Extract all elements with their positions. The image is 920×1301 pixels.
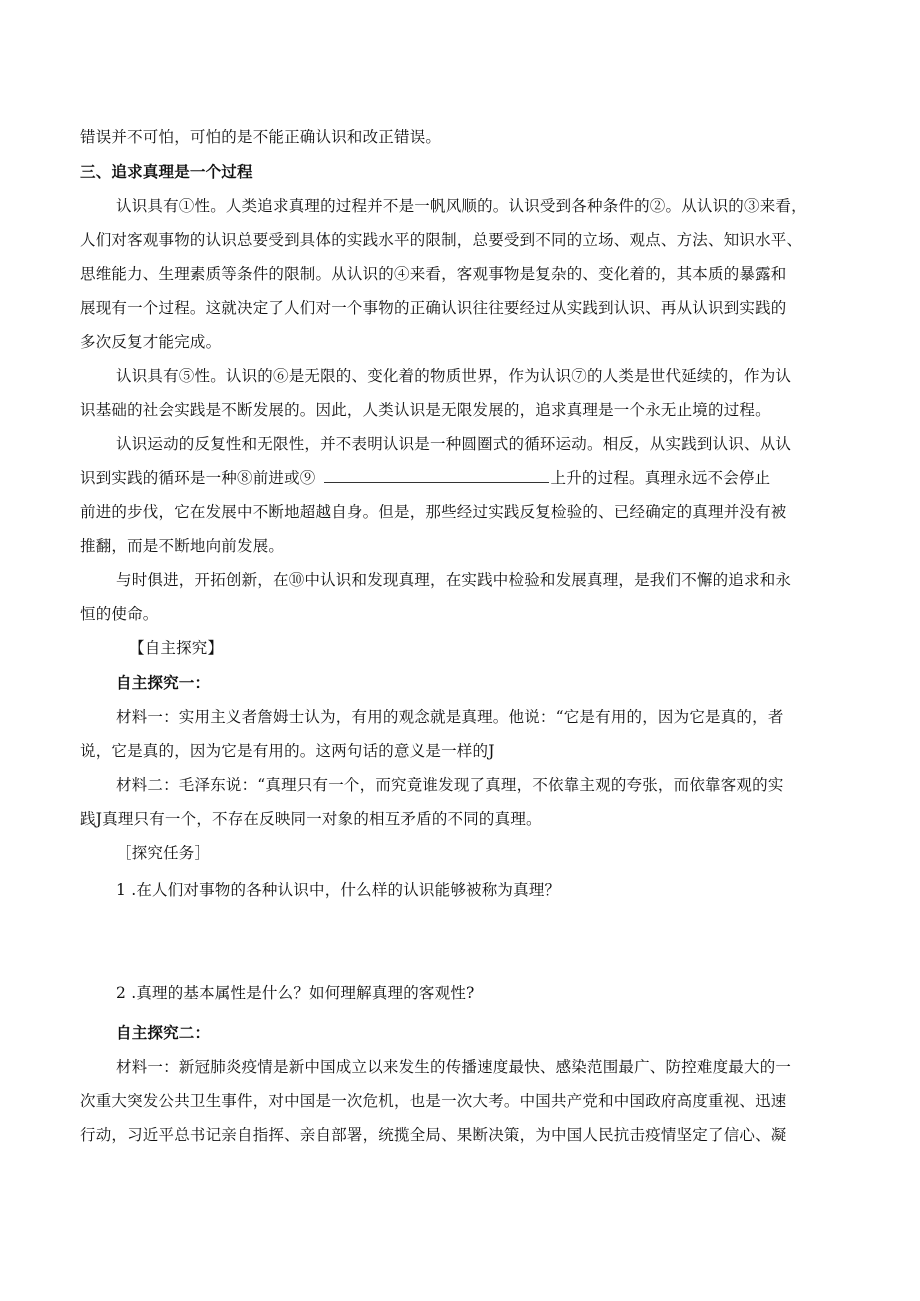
section-heading: 三、追求真理是一个过程 (80, 162, 253, 181)
paragraph-text: 识到实践的循环是一种⑧前进或⑨ (80, 469, 316, 487)
paragraph-line: 识基础的社会实践是不断发展的。因此，人类认识是无限发展的，追求真理是一个永无止境的过程。 (80, 401, 771, 419)
paragraph-line: 错误并不可怕，可怕的是不能正确认识和改正错误。 (80, 128, 442, 146)
paragraph-line: 材料一：实用主义者詹姆士认为，有用的观念就是真理。他说：“它是有用的，因为它是真的，者 (116, 708, 784, 726)
paragraph-line: 前进的步伐，它在发展中不断地超越自身。但是，那些经过实践反复检验的、已经确定的真理并没有被 (80, 503, 787, 521)
question-2: 2 .真理的基本属性是什么？如何理解真理的客观性? (116, 984, 475, 1002)
paragraph-line: 思维能力、生理素质等条件的限制。从认识的④来看，客观事物是复杂的、变化着的，其本质的暴露和 (80, 265, 787, 283)
paragraph-line: 展现有一个过程。这就决定了人们对一个事物的正确认识往往要经过从实践到认识、再从认识到实践的 (80, 299, 787, 317)
paragraph-line: 认识运动的反复性和无限性，并不表明认识是一种圆圈式的循环运动。相反，从实践到认识、从认 (116, 435, 792, 453)
paragraph-line: 恒的使命。 (80, 605, 159, 623)
explore-heading: 【自主探究】 (129, 639, 224, 657)
paragraph-line: 多次反复才能完成。 (80, 333, 222, 351)
paragraph-line: 材料一：新冠肺炎疫情是新中国成立以来发生的传播速度最快、感染范围最广、防控难度最大的一 (116, 1058, 792, 1076)
subsection-heading: 自主探究一： (116, 673, 211, 692)
paragraph-line: 行动，习近平总书记亲自指挥、亲自部署，统揽全局、果断决策，为中国人民抗击疫情坚定了信心、凝 (80, 1126, 787, 1144)
subsection-heading: 自主探究二： (116, 1023, 211, 1042)
paragraph-line: 认识具有⑤性。认识的⑥是无限的、变化着的物质世界，作为认识⑦的人类是世代延续的，作为认 (116, 367, 792, 385)
task-heading: ［探究任务］ (116, 844, 211, 862)
paragraph-line: 人们对客观事物的认识总要受到具体的实践水平的限制，总要受到不同的立场、观点、方法、知识水平、 (80, 231, 803, 249)
paragraph-line: 材料二：毛泽东说：“真理只有一个，而究竟谁发现了真理，不依靠主观的夸张，而依靠客观的实 (116, 776, 784, 794)
paragraph-line: 推翻，而是不断地向前发展。 (80, 537, 285, 555)
question-1: 1 .在人们对事物的各种认识中，什么样的认识能够被称为真理？ (116, 881, 561, 899)
paragraph-text: 上升的过程。真理永远不会停止 (550, 469, 771, 487)
paragraph-line: 认识具有①性。人类追求真理的过程并不是一帆风顺的。认识受到各种条件的②。从认识的③来看， (116, 197, 807, 215)
fill-in-blank (324, 468, 549, 483)
paragraph-line: 践J真理只有一个，不存在反映同一对象的相互矛盾的不同的真理。 (80, 810, 542, 828)
paragraph-line: 说，它是真的，因为它是有用的。这两句话的意义是一样的J (80, 742, 495, 760)
paragraph-line-with-blank (80, 468, 770, 488)
paragraph-line: 与时俱进，开拓创新，在⑩中认识和发现真理，在实践中检验和发展真理，是我们不懈的追求和永 (116, 571, 792, 589)
paragraph-line: 次重大突发公共卫生事件，对中国是一次危机，也是一次大考。中国共产党和中国政府高度重视、迅速 (80, 1092, 787, 1110)
